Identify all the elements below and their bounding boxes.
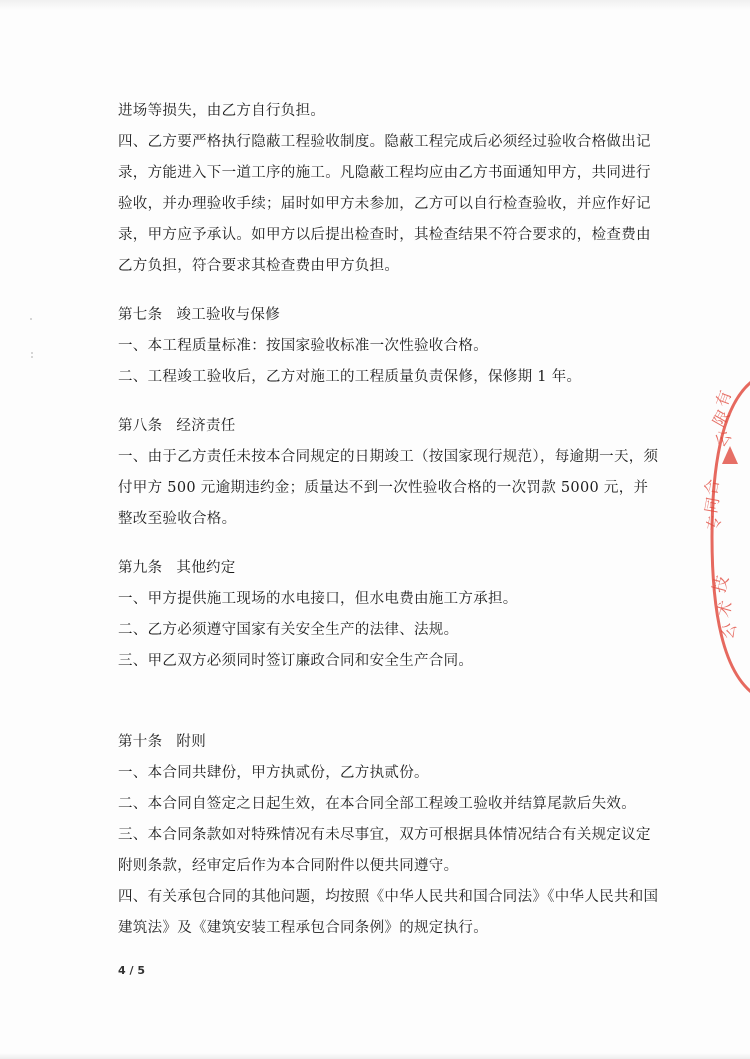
svg-text:技: 技 <box>709 573 734 596</box>
svg-text:专: 专 <box>703 513 725 533</box>
article-title: 经济责任 <box>176 418 236 434</box>
article-9-heading <box>118 553 663 584</box>
article-number: 第九条 <box>118 560 163 576</box>
clause: 三、甲乙双方必须同时签订廉政合同和安全生产合同。 <box>118 653 474 669</box>
article-number: 第七条 <box>118 307 163 323</box>
article-7-heading <box>118 300 663 331</box>
company-seal <box>700 372 750 702</box>
svg-text:公: 公 <box>717 620 741 642</box>
svg-text:限: 限 <box>709 406 734 430</box>
article-number: 第八条 <box>118 418 163 434</box>
clause: 一、甲方提供施工现场的水电接口，但水电费由施工方承担。 <box>118 591 518 607</box>
article-title: 其他约定 <box>176 560 236 576</box>
scan-speck <box>31 352 33 354</box>
scan-edge-top <box>0 0 750 10</box>
svg-text:术: 术 <box>713 598 737 620</box>
article-title: 附则 <box>176 734 207 750</box>
paragraph: 进场等损失，由乙方自行负担。 <box>118 103 326 119</box>
svg-text:公: 公 <box>710 426 736 451</box>
clause: 一、本工程质量标准：按国家验收标准一次性验收合格。 <box>118 338 488 354</box>
scan-speck <box>31 356 33 358</box>
clause: 三、本合同条款如对特殊情况有未尽事宜，双方可根据具体情况结合有关规定议定附则条款，经审定后作为本合同附件以便共同遵守。 <box>118 827 651 874</box>
scan-edge-bottom <box>0 1053 750 1059</box>
svg-text:同: 同 <box>701 495 723 515</box>
svg-text:有: 有 <box>711 387 736 410</box>
clause: 二、工程竣工验收后，乙方对施工的工程质量负责保修，保修期 1 年。 <box>118 369 582 385</box>
article-title: 竣工验收与保修 <box>176 307 281 323</box>
svg-text:合: 合 <box>701 477 723 497</box>
clause: 一、由于乙方责任未按本合同规定的日期竣工（按国家现行规范），每逾期一天，须付甲方 500 元逾期违约金；质量达不到一次性验收合格的一次罚款 5000 元，并整改至验收合格。 <box>118 449 659 527</box>
scan-speck <box>30 318 32 320</box>
contract-body <box>118 96 663 944</box>
clause: 一、本合同共肆份，甲方执贰份，乙方执贰份。 <box>118 765 429 781</box>
clause: 二、乙方必须遵守国家有关安全生产的法律、法规。 <box>118 622 459 638</box>
article-10-heading <box>118 727 663 758</box>
clause: 四、有关承包合同的其他问题，均按照《中华人民共和国合同法》《中华人民共和国建筑法》及《建筑安装工程承包合同条例》的规定执行。 <box>118 889 659 936</box>
article-number: 第十条 <box>118 734 163 750</box>
article-8-heading <box>118 411 663 442</box>
page-number: 4 / 5 <box>118 964 145 977</box>
paragraph: 四、乙方要严格执行隐蔽工程验收制度。隐蔽工程完成后必须经过验收合格做出记录，方能进入下一道工序的施工。凡隐蔽工程均应由乙方书面通知甲方，共同进行验收，并办理验收手续；届时如甲方未参加，乙方可以自行检查验收，并应作好记录，甲方应予承认。如甲方以后提出检查时，其检查结果不符合要求的，检查费由乙方负担，符合要求其检查费由甲方负担。 <box>118 134 651 274</box>
clause: 二、本合同自签定之日起生效，在本合同全部工程竣工验收并结算尾款后失效。 <box>118 796 636 812</box>
